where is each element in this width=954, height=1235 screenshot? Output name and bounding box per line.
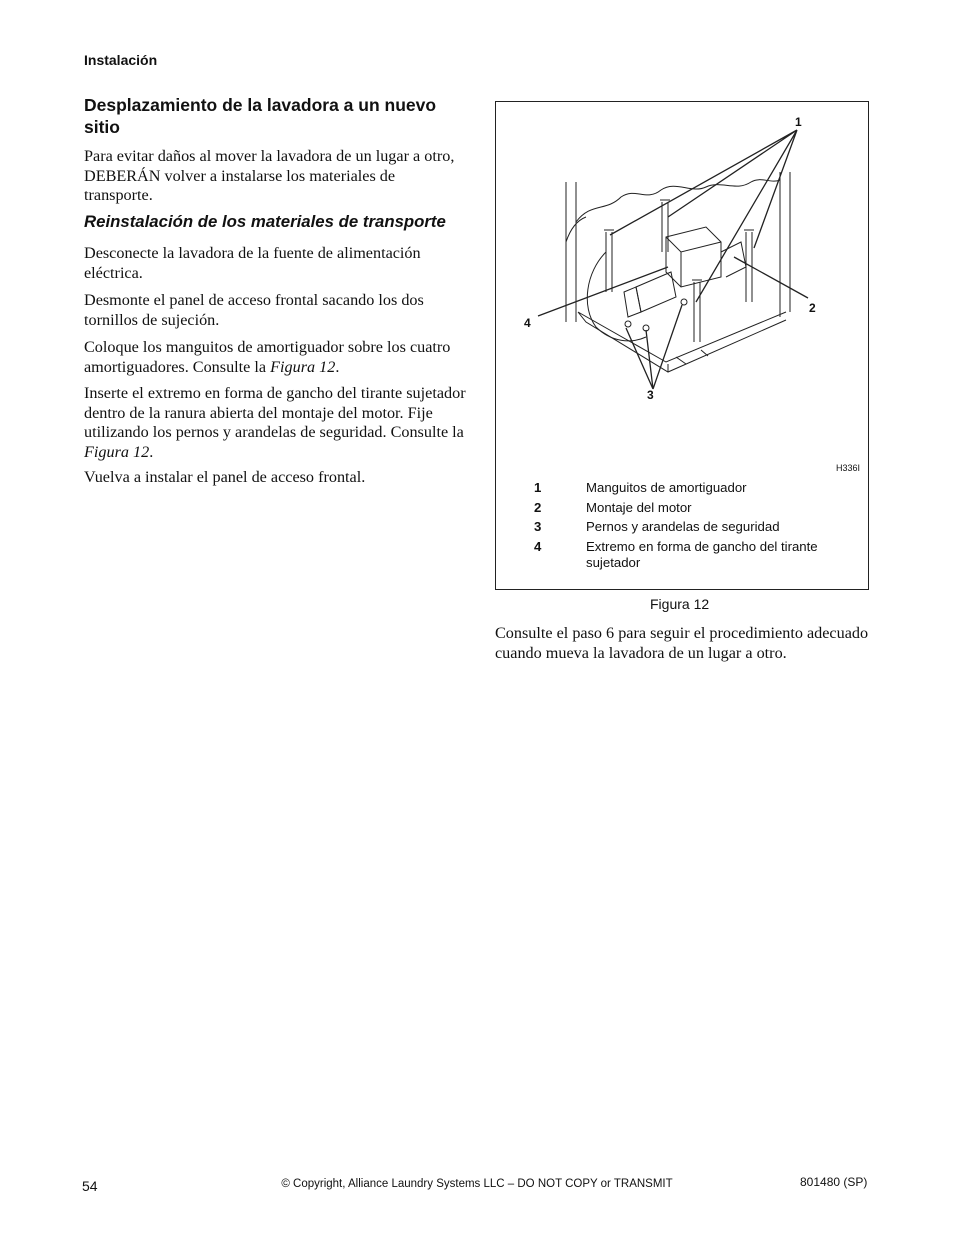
legend-item (534, 519, 854, 536)
subsection-title: Reinstalación de los materiales de transporte (84, 212, 446, 231)
section-header: Instalación (84, 52, 158, 68)
step-5 (84, 468, 469, 488)
step-5-text: Vuelva a instalar el panel de acceso frontal. (84, 468, 366, 486)
callout-3: 3 (647, 388, 654, 402)
figure-legend (534, 480, 854, 575)
washer-suspension-illustration (496, 102, 868, 462)
callout-1: 1 (795, 115, 802, 129)
legend-number: 4 (534, 538, 542, 554)
legend-label: Pernos y arandelas de seguridad (586, 519, 780, 534)
callout-4: 4 (524, 316, 531, 330)
legend-item (534, 539, 854, 572)
step-3-text: Coloque los manguitos de amortiguador sobre los cuatro amortiguadores. Consulte la (84, 338, 451, 376)
page-number: 54 (82, 1178, 98, 1194)
step-2 (84, 291, 469, 330)
step-4-end: . (149, 442, 154, 461)
figure-caption: Figura 12 (650, 596, 710, 612)
figure-box (495, 101, 869, 590)
legend-item (534, 480, 854, 497)
legend-number: 2 (534, 499, 542, 515)
figure-reference: Figura 12 (84, 442, 150, 461)
step-3 (84, 338, 469, 377)
page-title: Desplazamiento de la lavadora a un nuevo sitio (84, 95, 437, 137)
closing-paragraph: Consulte el paso 6 para seguir el procedimiento adecuado cuando mueva la lavadora de un lugar a otro. (495, 624, 869, 662)
copyright-notice: © Copyright, Alliance Laundry Systems LLC – DO NOT COPY or TRANSMIT (281, 1178, 673, 1190)
figure-reference: Figura 12 (270, 357, 336, 376)
legend-number: 3 (534, 519, 542, 534)
figure-code: H336I (836, 463, 861, 473)
legend-number: 1 (534, 480, 542, 495)
legend-label: Extremo en forma de gancho del tirante sujetador (586, 538, 818, 570)
intro-paragraph: Para evitar daños al mover la lavadora de un lugar a otro, DEBERÁN volver a instalarse los materiales de transporte. (84, 147, 455, 204)
legend-label: Montaje del motor (586, 499, 692, 515)
document-number: 801480 (SP) (800, 1175, 868, 1189)
step-2-text: Desmonte el panel de acceso frontal sacando los dos tornillos de sujeción. (84, 291, 424, 329)
step-3-end: . (335, 357, 340, 376)
callout-2: 2 (809, 301, 816, 315)
legend-label: Manguitos de amortiguador (586, 480, 747, 495)
step-4-text: Inserte el extremo en forma de gancho del tirante sujetador dentro de la ranura abierta del montaje del motor. Fije utilizando los pernos y arandelas de seguridad. Consulte la (84, 384, 466, 441)
step-4 (84, 384, 469, 462)
step-1-text: Desconecte la lavadora de la fuente de alimentación eléctrica. (84, 244, 421, 282)
legend-item (534, 500, 854, 517)
step-1 (84, 244, 469, 283)
